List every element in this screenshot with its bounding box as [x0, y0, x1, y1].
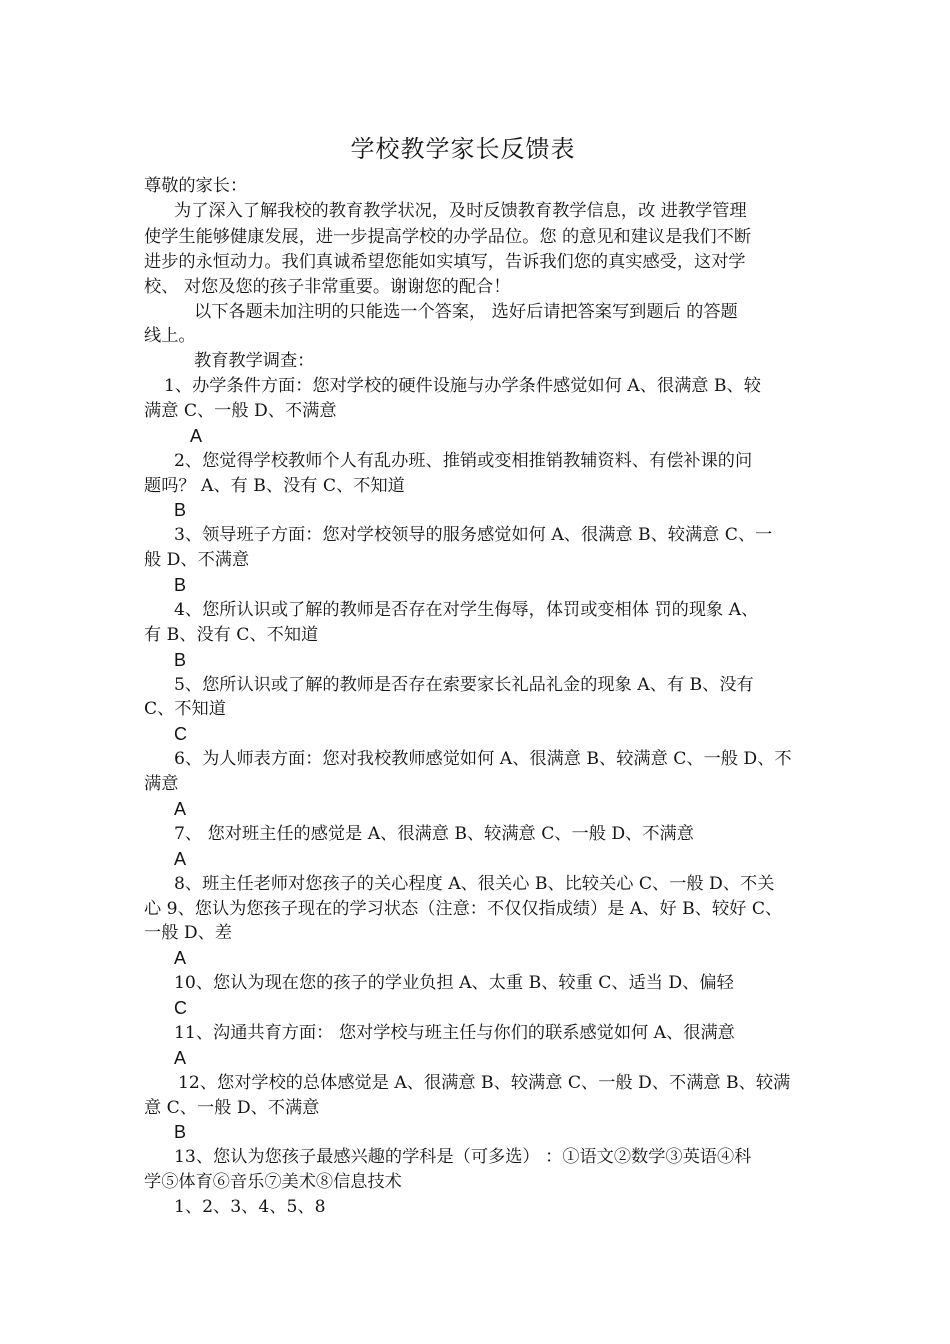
- text-line: 1、办学条件方面：您对学校的硬件设施与办学条件感觉如何 A、很满意 B、较: [164, 376, 761, 396]
- answer-line: A: [174, 948, 187, 968]
- answer-line: B: [174, 500, 187, 520]
- text-line: 心 9、您认为您孩子现在的学习状态（注意：不仅仅指成绩）是 A、好 B、较好 C、: [144, 899, 783, 919]
- answer-line: B: [174, 650, 187, 670]
- text-line: 5、您所认识或了解的教师是否存在索要家长礼品礼金的现象 A、有 B、没有: [174, 675, 754, 695]
- document-title: 学校教学家长反馈表: [350, 135, 576, 163]
- text-line: 校、 对您及您的孩子非常重要。谢谢您的配合！: [144, 277, 511, 297]
- answer-line: C: [174, 998, 187, 1018]
- text-line: 一般 D、差: [144, 923, 232, 943]
- text-line: 学⑤体育⑥音乐⑦美术⑧信息技术: [144, 1172, 402, 1192]
- text-line: C、不知道: [144, 699, 226, 719]
- text-line: 有 B、没有 C、不知道: [144, 625, 319, 645]
- answer-line: A: [174, 849, 187, 869]
- text-line: 尊敬的家长：: [144, 176, 248, 196]
- text-line: 满意: [144, 774, 179, 794]
- text-line: 教育教学调查：: [194, 351, 315, 371]
- answer-line: A: [190, 426, 203, 446]
- text-line: 11、沟通共育方面： 您对学校与班主任与你们的联系感觉如何 A、很满意: [174, 1023, 735, 1043]
- text-line: 2、您觉得学校教师个人有乱办班、推销或变相推销教辅资料、有偿补课的问: [174, 451, 753, 471]
- text-line: 8、班主任老师对您孩子的关心程度 A、很关心 B、比较关心 C、一般 D、不关: [174, 874, 775, 894]
- text-line: 使学生能够健康发展，进一步提高学校的办学品位。您 的意见和建议是我们不断: [144, 227, 752, 247]
- text-line: 线上。: [144, 326, 196, 346]
- answer-line: A: [174, 1048, 187, 1068]
- text-line: 6、为人师表方面：您对我校教师感觉如何 A、很满意 B、较满意 C、一般 D、不: [174, 749, 792, 769]
- answer-line: C: [174, 724, 187, 744]
- text-line: 7、 您对班主任的感觉是 A、很满意 B、较满意 C、一般 D、不满意: [174, 824, 694, 844]
- text-line: 3、领导班子方面：您对学校领导的服务感觉如何 A、很满意 B、较满意 C、一: [174, 525, 773, 545]
- answer-line: B: [174, 575, 187, 595]
- text-line: 13、您认为您孩子最感兴趣的学科是（可多选） ：①语文②数学③英语④科: [174, 1147, 752, 1167]
- text-line: 满意 C、一般 D、不满意: [144, 401, 337, 421]
- text-line: 般 D、不满意: [144, 550, 250, 570]
- text-line: 12、您对学校的总体感觉是 A、很满意 B、较满意 C、一般 D、不满意 B、较满: [178, 1073, 791, 1093]
- text-line: 意 C、一般 D、不满意: [144, 1098, 320, 1118]
- answer-line: B: [174, 1122, 187, 1142]
- text-line: 4、您所认识或了解的教师是否存在对学生侮辱，体罚或变相体 罚的现象 A、: [174, 600, 759, 620]
- text-line: 为了深入了解我校的教育教学状况，及时反馈教育教学信息，改 进教学管理: [174, 201, 747, 221]
- text-line: 1、2、3、4、5、8: [174, 1197, 326, 1217]
- text-line: 以下各题未加注明的只能选一个答案， 选好后请把答案写到题后 的答题: [194, 302, 738, 322]
- text-line: 题吗？ A、有 B、没有 C、不知道: [144, 476, 405, 496]
- text-line: 10、您认为现在您的孩子的学业负担 A、太重 B、较重 C、适当 D、偏轻: [174, 973, 734, 993]
- text-line: 进步的永恒动力。我们真诚希望您能如实填写，告诉我们您的真实感受，这对学: [144, 252, 746, 272]
- answer-line: A: [174, 799, 187, 819]
